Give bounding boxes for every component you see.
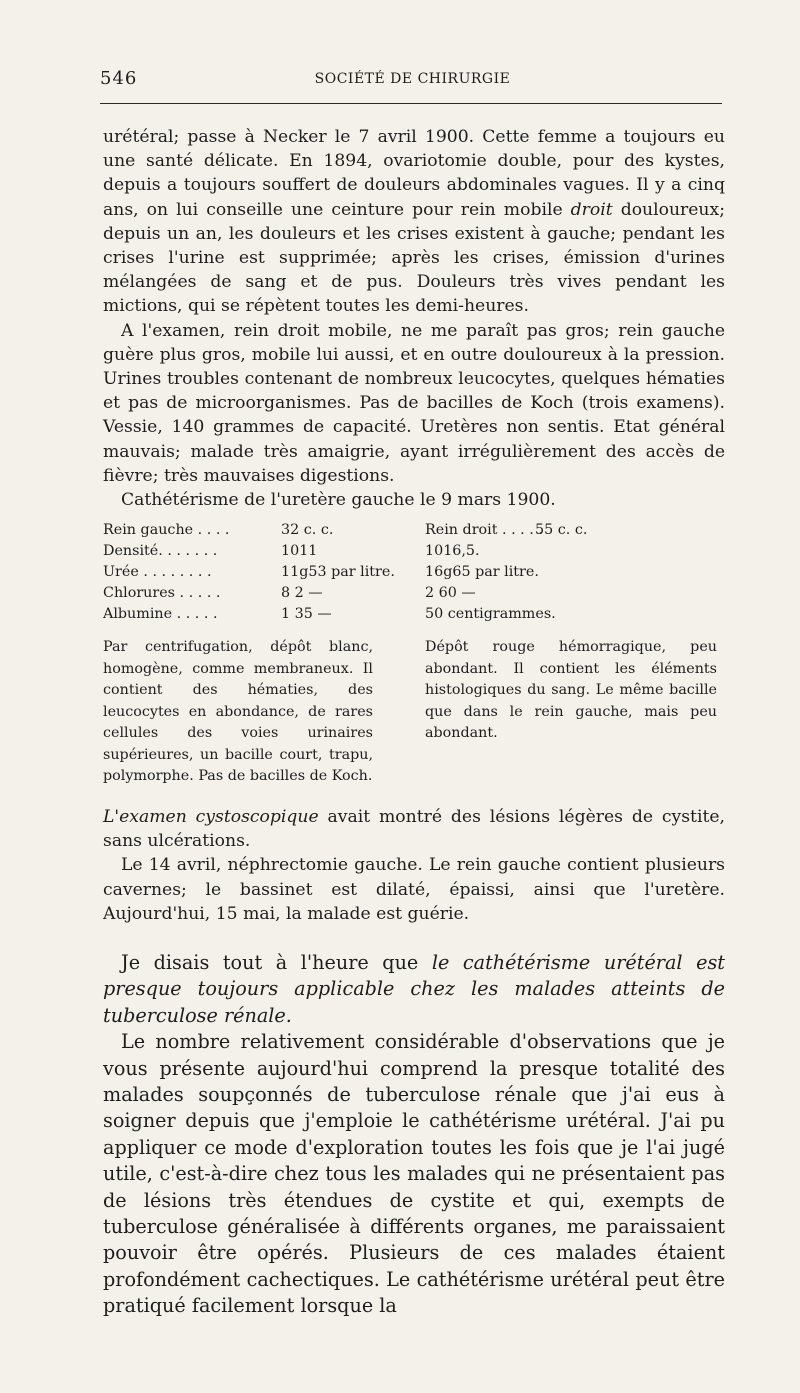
table-row — [103, 604, 403, 625]
page-header — [100, 68, 725, 98]
left-kidney-column — [103, 520, 403, 625]
row-label: 1016,5. — [425, 543, 480, 559]
italic-run: droit — [570, 199, 613, 220]
text-run: urétéral; passe à Necker le 7 avril 1900. Cette femme a toujours eu une santé délicate. En 1894, ovariotomie double, pour des kystes, depuis a toujours souffert de douleurs abdominales vagues. Il y a cinq ans, on lui conseille une ceinture pour rein mobile — [103, 127, 725, 220]
table-row — [103, 541, 403, 562]
table-row — [103, 562, 403, 583]
paragraph-examination: A l'examen, rein droit mobile, ne me paraît pas gros; rein gauche guère plus gros, mobile lui aussi, et en outre douloureux à la pression. Urines troubles contenant de nombreux leucocytes, quelques hématies et pas de microorganismes. Pas de bacilles de Koch (trois examens). Vessie, 140 grammes de capacité. Uretères non sentis. Etat général mauvais; malade très amaigrie, ayant irrégulièrement des accès de fièvre; très mauvaises digestions. — [103, 320, 725, 486]
row-value: 1 35 — — [281, 606, 332, 622]
row-value: 11g53 par litre. — [281, 564, 395, 580]
table-row — [103, 520, 403, 541]
right-sediment-note: Dépôt rouge hémorragique, peu abondant. Il contient les éléments histologiques du sang. Le même bacille que dans le rein gauche, mais peu abondant. — [425, 639, 717, 741]
text-run: douloureux; depuis un an, les douleurs et les crises existent à gauche; pendant les crises l'urine est supprimée; après les crises, émission d'urines mélangées de sang et de pus. Douleurs très vives pendant les mictions, qui se répètent toutes les demi-heures. — [103, 199, 725, 317]
row-value: 1011 — [281, 543, 318, 559]
page-number: 546 — [100, 68, 138, 89]
paragraph-thesis — [103, 950, 725, 1029]
right-kidney-column — [425, 520, 725, 625]
row-value: 8 2 — — [281, 585, 323, 601]
row-label: 50 centigrammes. — [425, 606, 556, 622]
row-label: Chlorures . . . . . — [103, 585, 221, 601]
italic-run: L'examen cystoscopique — [103, 807, 319, 827]
paragraph-catheterism: Cathétérisme de l'uretère gauche le 9 mars 1900. — [121, 490, 556, 511]
table-row — [425, 562, 725, 583]
table-row — [425, 520, 725, 541]
row-label: Albumine . . . . . — [103, 606, 218, 622]
italic-run: le cathétérisme urétéral est presque toujours applicable chez les malades atteints de tuberculose rénale. — [103, 951, 726, 1027]
row-label: 2 60 — — [425, 585, 476, 601]
left-sediment-note: Par centrifugation, dépôt blanc, homogène, comme membraneux. Il contient des hématies, des leucocytes en abondance, de rares cellules des voies urinaires supérieures, un bacille court, trapu, polymorphe. Pas de bacilles de Koch. — [103, 639, 373, 784]
mid-text-block — [103, 805, 725, 926]
row-value: 32 c. c. — [281, 522, 334, 538]
row-label: Densité. . . . . . . — [103, 543, 218, 559]
row-label: Rein droit . . . . . — [425, 522, 543, 538]
paragraph-cystoscopy — [103, 805, 725, 853]
row-label: 16g65 par litre. — [425, 564, 539, 580]
table-row — [425, 604, 725, 625]
table-row — [425, 583, 725, 604]
bottom-text-block — [103, 950, 725, 1320]
running-title: SOCIÉTÉ DE CHIRURGIE — [314, 71, 511, 87]
paragraph-observations: Le nombre relativement considérable d'observations que je vous présente aujourd'hui comprend la presque totalité des malades soupçonnés de tuberculose rénale que j'ai eus à soigner depuis que j'emploie le cathétérisme urétéral. J'ai pu appliquer ce mode d'exploration toutes les fois que je l'ai jugé utile, c'est-à-dire chez tous les malades qui ne présentaient pas de lésions très étendues de cystite et qui, exempts de tuberculose généralisée à différents organes, me paraissaient pouvoir être opérés. Plusieurs de ces malades étaient profondément cachectiques. Le cathétérisme urétéral peut être pratiqué facilement lorsque la — [103, 1030, 725, 1318]
paragraph-history — [103, 125, 725, 319]
text-run: avait montré des lésions légères de cystite, sans ulcérations. — [103, 807, 725, 852]
table-row — [103, 583, 403, 604]
header-rule — [100, 103, 722, 104]
top-text-block — [103, 125, 725, 512]
row-label: Rein gauche . . . . — [103, 522, 230, 538]
text-run: Je disais tout à l'heure que — [121, 951, 432, 974]
row-label: Urée . . . . . . . . — [103, 564, 212, 580]
paragraph-nephrectomy: Le 14 avril, néphrectomie gauche. Le rein gauche contient plusieurs cavernes; le bassinet est dilaté, épaissi, ainsi que l'uretère. Aujourd'hui, 15 mai, la malade est guérie. — [103, 855, 725, 924]
row-value: 55 c. c. — [535, 522, 588, 538]
table-row — [425, 541, 725, 562]
